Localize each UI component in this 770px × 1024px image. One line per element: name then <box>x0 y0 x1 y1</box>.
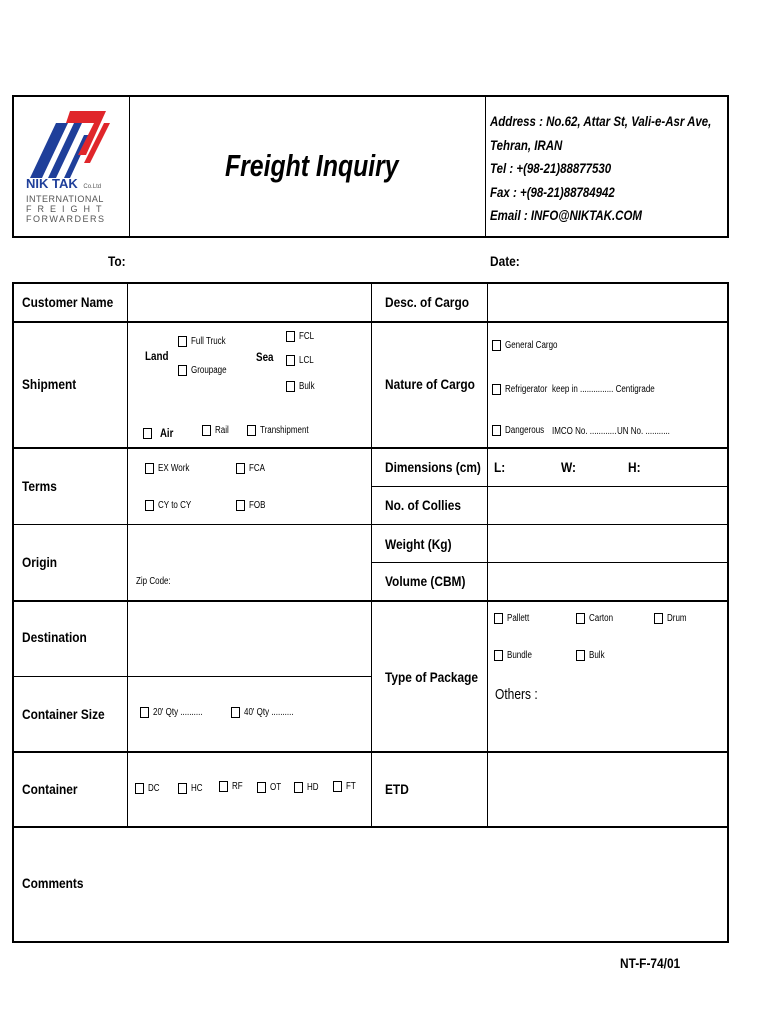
un-text: UN No. ........... <box>617 426 670 437</box>
desc-cargo-label: Desc. of Cargo <box>385 294 469 310</box>
dimensions-label: Dimensions (cm) <box>385 459 481 475</box>
company-logo <box>26 103 116 228</box>
rf-option[interactable]: RF <box>219 781 245 792</box>
volume-field[interactable] <box>489 564 727 599</box>
groupage-option[interactable]: Groupage <box>178 365 235 376</box>
address-fax: Fax : +(98-21)88784942 <box>490 183 615 200</box>
fob-checkbox[interactable] <box>236 500 245 511</box>
keep-in-text: keep in ............... Centigrade <box>552 384 655 395</box>
transhipment-checkbox[interactable] <box>247 425 256 436</box>
rail-option[interactable]: Rail <box>202 425 232 436</box>
logo-line1: INTERNATIONAL <box>26 194 104 204</box>
logo-suffix: Co.Ltd <box>83 184 102 190</box>
hc-option[interactable]: HC <box>178 783 205 794</box>
rail-checkbox[interactable] <box>202 425 211 436</box>
dc-checkbox[interactable] <box>135 783 144 794</box>
ft-checkbox[interactable] <box>333 781 342 792</box>
qty-20-option[interactable]: 20' Qty .......... <box>140 707 215 718</box>
carton-checkbox[interactable] <box>576 613 585 624</box>
carton-option[interactable]: Carton <box>576 613 619 624</box>
shipment-label: Shipment <box>22 376 77 392</box>
drum-option[interactable]: Drum <box>654 613 691 624</box>
bulk-checkbox[interactable] <box>286 381 295 392</box>
sea-label: Sea <box>256 350 274 364</box>
groupage-checkbox[interactable] <box>178 365 187 376</box>
hd-checkbox[interactable] <box>294 782 303 793</box>
bulk-package-option[interactable]: Bulk <box>576 650 608 661</box>
land-label: Land <box>145 349 169 363</box>
pallett-option[interactable]: Pallett <box>494 613 535 624</box>
hd-option[interactable]: HD <box>294 782 321 793</box>
logo-line2: FREIGHT <box>26 204 108 214</box>
qty-40-checkbox[interactable] <box>231 707 240 718</box>
ft-option[interactable]: FT <box>333 781 358 792</box>
full-truck-option[interactable]: Full Truck <box>178 336 234 347</box>
comments-label: Comments <box>22 875 84 891</box>
address-line: Address : No.62, Attar St, Vali-e-Asr Ave, <box>490 113 712 129</box>
to-field[interactable] <box>130 248 430 274</box>
qty-40-option[interactable]: 40' Qty .......... <box>231 707 306 718</box>
bulk-package-checkbox[interactable] <box>576 650 585 661</box>
fcl-checkbox[interactable] <box>286 331 295 342</box>
fca-option[interactable]: FCA <box>236 463 269 474</box>
dim-w-label: W: <box>561 459 576 475</box>
weight-label: Weight (Kg) <box>385 536 452 552</box>
to-label: To: <box>108 253 126 269</box>
cy-to-cy-checkbox[interactable] <box>145 500 154 511</box>
address-email: Email : INFO@NIKTAK.COM <box>490 207 642 223</box>
weight-field[interactable] <box>489 526 727 561</box>
hc-checkbox[interactable] <box>178 783 187 794</box>
fca-checkbox[interactable] <box>236 463 245 474</box>
cy-to-cy-option[interactable]: CY to CY <box>145 500 200 511</box>
air-option[interactable]: Air <box>143 426 177 440</box>
zip-code-label: Zip Code: <box>136 576 171 587</box>
customer-name-field[interactable] <box>129 284 370 320</box>
refrigerator-option[interactable]: Refrigerator <box>492 384 558 395</box>
ex-work-checkbox[interactable] <box>145 463 154 474</box>
qty-20-checkbox[interactable] <box>140 707 149 718</box>
customer-name-label: Customer Name <box>22 294 114 310</box>
general-cargo-checkbox[interactable] <box>492 340 501 351</box>
full-truck-checkbox[interactable] <box>178 336 187 347</box>
address-tel: Tel : +(98-21)88877530 <box>490 160 612 176</box>
desc-cargo-field[interactable] <box>489 284 727 320</box>
fcl-option[interactable]: FCL <box>286 331 318 342</box>
fob-option[interactable]: FOB <box>236 500 270 511</box>
address-city: Tehran, IRAN <box>490 136 563 153</box>
niktak-logo-icon <box>26 103 116 183</box>
page-title: Freight Inquiry <box>225 148 399 183</box>
air-checkbox[interactable] <box>143 428 152 439</box>
ot-option[interactable]: OT <box>257 782 284 793</box>
dim-l-label: L: <box>494 459 506 475</box>
terms-label: Terms <box>22 478 57 494</box>
bundle-checkbox[interactable] <box>494 650 503 661</box>
type-package-label: Type of Package <box>385 669 479 685</box>
drum-checkbox[interactable] <box>654 613 663 624</box>
ex-work-option[interactable]: EX Work <box>145 463 197 474</box>
date-field[interactable] <box>540 248 720 274</box>
dangerous-checkbox[interactable] <box>492 425 501 436</box>
nature-cargo-label: Nature of Cargo <box>385 376 475 392</box>
form-code: NT-F-74/01 <box>620 955 681 971</box>
volume-label: Volume (CBM) <box>385 573 466 589</box>
dc-option[interactable]: DC <box>135 783 162 794</box>
bundle-option[interactable]: Bundle <box>494 650 538 661</box>
origin-label: Origin <box>22 554 58 570</box>
transhipment-option[interactable]: Transhipment <box>247 425 321 436</box>
dangerous-option[interactable]: Dangerous <box>492 425 554 436</box>
refrigerator-checkbox[interactable] <box>492 384 501 395</box>
address-block <box>490 110 760 228</box>
imco-text: IMCO No. ............ <box>552 426 617 437</box>
general-cargo-option[interactable]: General Cargo <box>492 340 571 351</box>
etd-field[interactable] <box>489 754 727 826</box>
others-label: Others : <box>495 686 538 703</box>
rf-checkbox[interactable] <box>219 781 228 792</box>
comments-field[interactable] <box>128 830 726 940</box>
container-label: Container <box>22 781 78 797</box>
container-size-label: Container Size <box>22 706 105 722</box>
etd-label: ETD <box>385 781 409 797</box>
logo-line3: FORWARDERS <box>26 214 106 224</box>
destination-field[interactable] <box>129 603 370 675</box>
origin-field[interactable] <box>129 527 370 573</box>
date-label: Date: <box>490 253 520 269</box>
ot-checkbox[interactable] <box>257 782 266 793</box>
no-collies-label: No. of Collies <box>385 497 462 513</box>
pallett-checkbox[interactable] <box>494 613 503 624</box>
no-collies-field[interactable] <box>489 488 727 523</box>
lcl-checkbox[interactable] <box>286 355 295 366</box>
destination-label: Destination <box>22 629 87 645</box>
logo-brand: NIK TAK <box>26 176 78 191</box>
dim-h-label: H: <box>628 459 641 475</box>
lcl-option[interactable]: LCL <box>286 355 317 366</box>
bulk-option[interactable]: Bulk <box>286 381 318 392</box>
